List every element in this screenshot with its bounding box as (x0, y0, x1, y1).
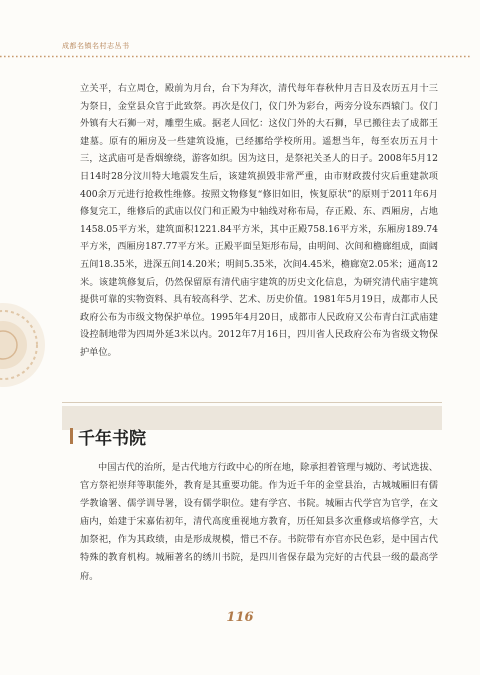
decorative-seal-icon (0, 300, 48, 390)
section-heading-band (0, 406, 480, 430)
series-title: 成都名镇名村志丛书 (62, 42, 130, 50)
section-accent-mark (70, 428, 73, 444)
body-paragraph-2: 中国古代的治所，是古代地方行政中心的所在地，除承担着管理与城防、考试选拔、官方祭祀崇拜等职能外，教育是其重要功能。作为近千年的金堂县治，古城城厢旧有儒学教谕署、儒学训导署，设有儒学职位。建有学宫、书院。城厢古代学宫为官学，在文庙内，始建于宋嘉佑初年，清代高度重视地方教育，历任知县多次重修或培修学宫，大加祭祀，作为其政绩，由是形成规模，惜已不存。书院带有亦官亦民色彩，是中国古代特殊的教育机构。城厢著名的绣川书院，是四川省保存最为完好的古代县一级的最高学府。 (80, 462, 438, 582)
body-paragraph-1: 立关平，右立周仓，殿前为月台，台下为拜次，清代每年春秋仲月吉日及农历五月十三为祭日，金堂县众官于此致祭。再次是仪门，仪门外为彩台，两旁分设东西辕门。仪门外镇有大石狮一对，雕塑生威。据老人回忆：这仪门外的大石狮，早已搬往去了成都王建墓。原有的厢房及一些建筑设施，已经挪给学校所用。遥想当年，每至农历五月十三，这武庙可是香烟缭绕，游客如织。因为这日，是祭祀关圣人的日子。2008年5月12日14时28分汶川特大地震发生后，该建筑损毁非常严重，由市财政拨付灾后重建款项400余万元进行抢救性维修。按照文物修复“修旧如旧，恢复原状”的原则于2011年6月修复完工，维修后的武庙以仪门和正殿为中轴线对称布局，存正殿、东、西厢房，占地1458.05平方米，建筑面积1221.84平方米，其中正殿758.16平方米，东厢房189.74平方米，西厢房187.77平方米。正殿平面呈矩形布局，由明间、次间和檐廊组成，面阔五间18.35米，进深五间14.20米；明间5.35米，次间4.45米，檐廊宽2.05米；通高12米。该建筑修复后，仍然保留原有清代庙宇建筑的历史文化信息，为研究清代庙宇建筑提供可靠的实物资料、具有较高科学、艺术、历史价值。1981年5月19日，成都市人民政府公布为市级文物保护单位。1995年4月20日，成都市人民政府又公布青白江武庙建设控制地带为四周外延3米以内。2012年7月16日，四川省人民政府公布为省级文物保护单位。 (80, 83, 438, 358)
page-header (0, 0, 480, 60)
header-dotted-rule (0, 55, 470, 58)
section-title: 千年书院 (78, 429, 146, 449)
section-divider (62, 402, 442, 403)
page-number: 116 (226, 610, 254, 625)
